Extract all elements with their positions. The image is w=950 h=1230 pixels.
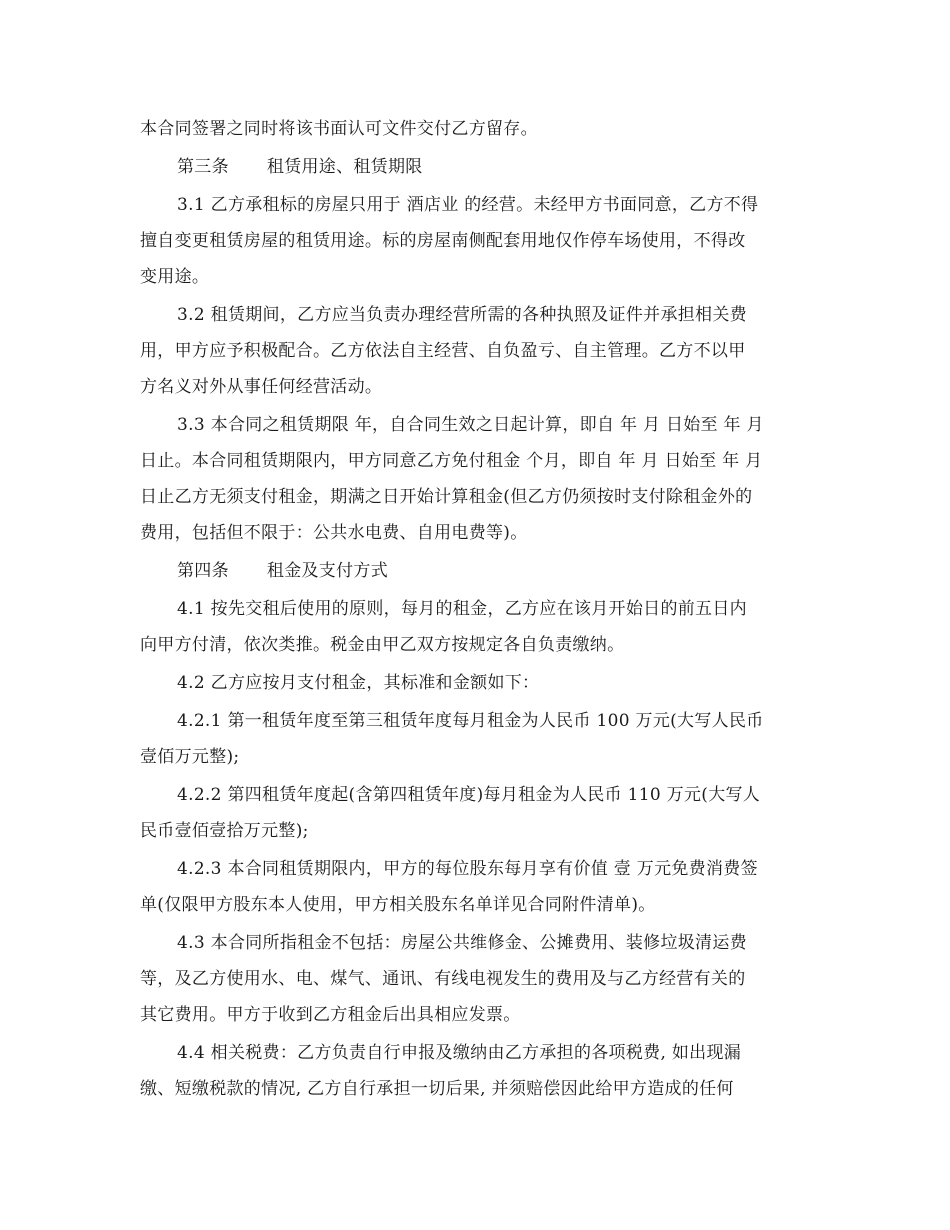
paragraph-line: 4.4 相关税费：乙方负责自行申报及缴纳由乙方承担的各项税费, 如出现漏: [177, 1043, 742, 1063]
paragraph-line: 3.2 租赁期间，乙方应当负责办理经营所需的各种执照及证件并承担相关费: [177, 305, 747, 325]
paragraph-line: 缴、短缴税款的情况, 乙方自行承担一切后果, 并须赔偿因此给甲方造成的任何: [140, 1079, 734, 1099]
paragraph-line: 其它费用。甲方于收到乙方租金后出具相应发票。: [140, 1005, 521, 1025]
paragraph-line: 4.2.2 第四租赁年度起(含第四租赁年度)每月租金为人民币 110 万元(大写人: [177, 785, 761, 805]
paragraph-line: 擅自变更租赁房屋的租赁用途。标的房屋南侧配套用地仅作停车场使用，不得改: [140, 231, 746, 251]
paragraph-line: 3.1 乙方承租标的房屋只用于 酒店业 的经营。未经甲方书面同意，乙方不得: [177, 195, 759, 215]
paragraph-line: 4.2.1 第一租赁年度至第三租赁年度每月租金为人民币 100 万元(大写人民币: [177, 711, 764, 731]
paragraph-line: 本合同签署之同时将该书面认可文件交付乙方留存。: [140, 119, 538, 139]
paragraph-line: 日止乙方无须支付租金，期满之日开始计算租金(但乙方仍须按时支付除租金外的: [140, 487, 753, 507]
article-number: 第四条: [177, 561, 229, 581]
paragraph-line: 3.3 本合同之租赁期限 年，自合同生效之日起计算，即自 年 月 日始至 年 月: [177, 415, 764, 435]
article-heading: [177, 560, 388, 582]
article-title: 租金及支付方式: [266, 561, 389, 581]
paragraph-line: 4.2 乙方应按月支付租金，其标准和金额如下：: [177, 673, 540, 693]
paragraph-line: 等，及乙方使用水、电、煤气、通讯、有线电视发生的费用及与乙方经营有关的: [140, 969, 746, 989]
paragraph-line: 壹佰万元整);: [140, 747, 240, 767]
paragraph-line: 单(仅限甲方股东本人使用，甲方相关股东名单详见合同附件清单)。: [140, 895, 656, 915]
paragraph-line: 民币壹佰壹拾万元整);: [140, 821, 309, 841]
article-number: 第三条: [177, 157, 229, 177]
paragraph-line: 4.3 本合同所指租金不包括：房屋公共维修金、公摊费用、装修垃圾清运费: [177, 933, 747, 953]
article-heading: [177, 156, 423, 178]
paragraph-line: 费用，包括但不限于：公共水电费、自用电费等)。: [140, 523, 528, 543]
paragraph-line: 方名义对外从事任何经营活动。: [140, 377, 383, 397]
paragraph-line: 4.1 按先交租后使用的原则，每月的租金，乙方应在该月开始日的前五日内: [177, 599, 747, 619]
paragraph-line: 日止。本合同租赁期限内，甲方同意乙方免付租金 个月，即自 年 月 日始至 年 月: [140, 451, 763, 471]
paragraph-line: 4.2.3 本合同租赁期限内，甲方的每位股东每月享有价值 壹 万元免费消费签: [177, 859, 758, 879]
article-title: 租赁用途、租赁期限: [266, 157, 423, 177]
paragraph-line: 变用途。: [140, 267, 210, 287]
paragraph-line: 向甲方付清，依次类推。税金由甲乙双方按规定各自负责缴纳。: [140, 635, 625, 655]
paragraph-line: 用，甲方应予积极配合。乙方依法自主经营、自负盈亏、自主管理。乙方不以甲: [140, 341, 746, 361]
